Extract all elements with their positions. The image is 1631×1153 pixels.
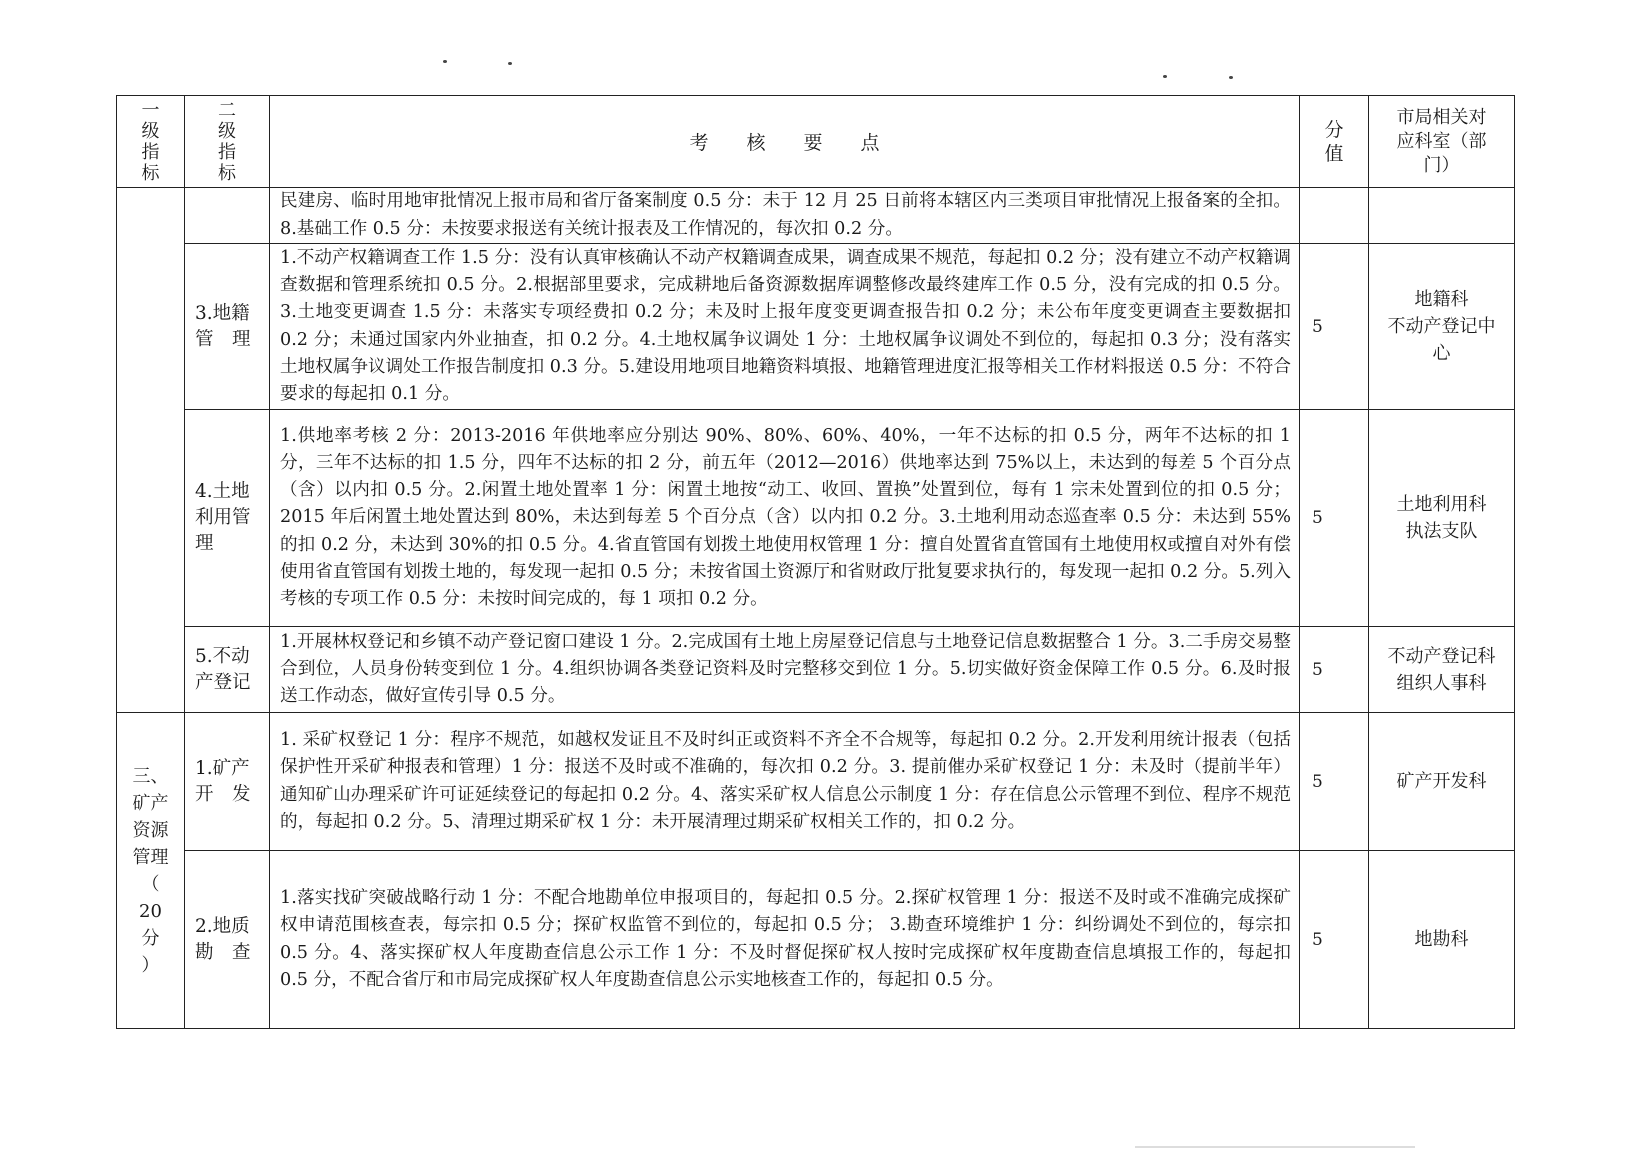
table-row — [117, 188, 1515, 244]
score-cell-empty — [1300, 188, 1369, 244]
level2-cell: 3.地籍 管 理 — [185, 244, 270, 410]
level2-cell-empty — [185, 188, 270, 244]
level2-cell: 2.地质 勘 查 — [185, 851, 270, 1029]
points-cell: 1.落实找矿突破战略行动 1 分：不配合地勘单位申报项目的，每起扣 0.5 分。2.探矿权管理 1 分：报送不及时或不准确完成探矿权申请范围核查表，每宗扣 0.5 分；探矿权监管不到位的，每起扣 0.5 分； 3.勘查环境维护 1 分：纠纷调处不到位的，每宗扣 0.5 分。4、落实探矿权人年度勘查信息公示工作 1 分：不及时督促探矿权人按时完成探矿权年度勘查信息填报工作的，每起扣 0.5 分，不配合省厅和市局完成探矿权人年度勘查信息公示实地核查工作的，每起扣 0.5 分。 — [270, 851, 1300, 1029]
points-cell: 民建房、临时用地审批情况上报市局和省厅备案制度 0.5 分：未于 12 月 25 日前将本辖区内三类项目审批情况上报备案的全扣。8.基础工作 0.5 分：未按要求报送有关统计报表及工作情况的，每次扣 0.2 分。 — [270, 188, 1300, 244]
score-cell: 5 — [1300, 713, 1369, 851]
points-cell: 1.不动产权籍调查工作 1.5 分：没有认真审核确认不动产权籍调查成果，调查成果不规范，每起扣 0.2 分；没有建立不动产权籍调查数据和管理系统扣 0.5 分。2.根据部里要求，完成耕地后备资源数据库调整修改最终建库工作 0.5 分，没有完成的扣 0.5 分。3.土地变更调查 1.5 分：未落实专项经费扣 0.2 分；未及时上报年度变更调查报告扣 0.2 分；未公布年度变更调查主要数据扣 0.2 分；未通过国家内外业抽查，扣 0.2 分。4.土地权属争议调处 1 分：土地权属争议调处不到位的，每起扣 0.3 分；没有落实土地权属争议调处工作报告制度扣 0.3 分。5.建设用地项目地籍资料填报、地籍管理进度汇报等相关工作材料报送 0.5 分：不符合要求的每起扣 0.1 分。 — [270, 244, 1300, 410]
header-dept: 市局相关对 应科室（部 门） — [1369, 96, 1515, 188]
dept-cell: 地勘科 — [1369, 851, 1515, 1029]
dept-cell: 地籍科 不动产登记中 心 — [1369, 244, 1515, 410]
score-cell: 5 — [1300, 627, 1369, 713]
table-row — [117, 713, 1515, 851]
header-level1: 一 级 指 标 — [117, 96, 185, 188]
points-cell: 1.开展林权登记和乡镇不动产登记窗口建设 1 分。2.完成国有土地上房屋登记信息与土地登记信息数据整合 1 分。3.二手房交易整合到位，人员身份转变到位 1 分。4.组织协调各类登记资料及时完整移交到位 1 分。5.切实做好资金保障工作 0.5 分。6.及时报送工作动态，做好宣传引导 0.5 分。 — [270, 627, 1300, 713]
score-cell: 5 — [1300, 410, 1369, 627]
level1-cell-empty — [117, 188, 185, 713]
level2-cell: 1.矿产 开 发 — [185, 713, 270, 851]
table-row — [117, 851, 1515, 1029]
score-cell: 5 — [1300, 851, 1369, 1029]
table-row — [117, 410, 1515, 627]
header-main: 考核要点 — [270, 96, 1300, 188]
level2-cell: 4.土地 利用管 理 — [185, 410, 270, 627]
header-row — [117, 96, 1515, 188]
level2-cell: 5.不动 产登记 — [185, 627, 270, 713]
table-row — [117, 244, 1515, 410]
scan-edge-line — [1135, 1146, 1415, 1148]
table-row — [117, 627, 1515, 713]
assessment-table — [116, 95, 1515, 1029]
header-score: 分 值 — [1300, 96, 1369, 188]
dept-cell: 土地利用科 执法支队 — [1369, 410, 1515, 627]
dept-cell: 不动产登记科 组织人事科 — [1369, 627, 1515, 713]
dept-cell: 矿产开发科 — [1369, 713, 1515, 851]
dept-cell-empty — [1369, 188, 1515, 244]
level1-cell: 三、 矿产 资源 管理 （ 20 分 ） — [117, 713, 185, 1029]
score-cell: 5 — [1300, 244, 1369, 410]
points-cell: 1.供地率考核 2 分：2013-2016 年供地率应分别达 90%、80%、60%、40%，一年不达标的扣 0.5 分，两年不达标的扣 1 分，三年不达标的扣 1.5 分，四年不达标的扣 2 分，前五年（2012—2016）供地率达到 75%以上，未达到的每差 5 个百分点（含）以内扣 0.5 分。2.闲置土地处置率 1 分：闲置土地按“动工、收回、置换”处置到位，每有 1 宗未处置到位的扣 0.5 分；2015 年后闲置土地处置达到 80%，未达到每差 5 个百分点（含）以内扣 0.2 分。3.土地利用动态巡查率 0.5 分：未达到 55%的扣 0.2 分，未达到 30%的扣 0.5 分。4.省直管国有划拨土地使用权管理 1 分：擅自处置省直管国有土地使用权或擅自对外有偿使用省直管国有划拨土地的，每发现一起扣 0.5 分；未按省国土资源厅和省财政厅批复要求执行的，每发现一起扣 0.2 分。5.列入考核的专项工作 0.5 分：未按时间完成的，每 1 项扣 0.2 分。 — [270, 410, 1300, 627]
points-cell: 1. 采矿权登记 1 分：程序不规范，如越权发证且不及时纠正或资料不齐全不合规等，每起扣 0.2 分。2.开发利用统计报表（包括保护性开采矿种报表和管理）1 分：报送不及时或不准确的，每次扣 0.2 分。3. 提前催办采矿权登记 1 分：未及时（提前半年）通知矿山办理采矿许可证延续登记的每起扣 0.2 分。4、落实采矿权人信息公示制度 1 分：存在信息公示管理不到位、程序不规范的，每起扣 0.2 分。5、清理过期采矿权 1 分：未开展清理过期采矿权相关工作的，扣 0.2 分。 — [270, 713, 1300, 851]
header-level2: 二 级 指 标 — [185, 96, 270, 188]
